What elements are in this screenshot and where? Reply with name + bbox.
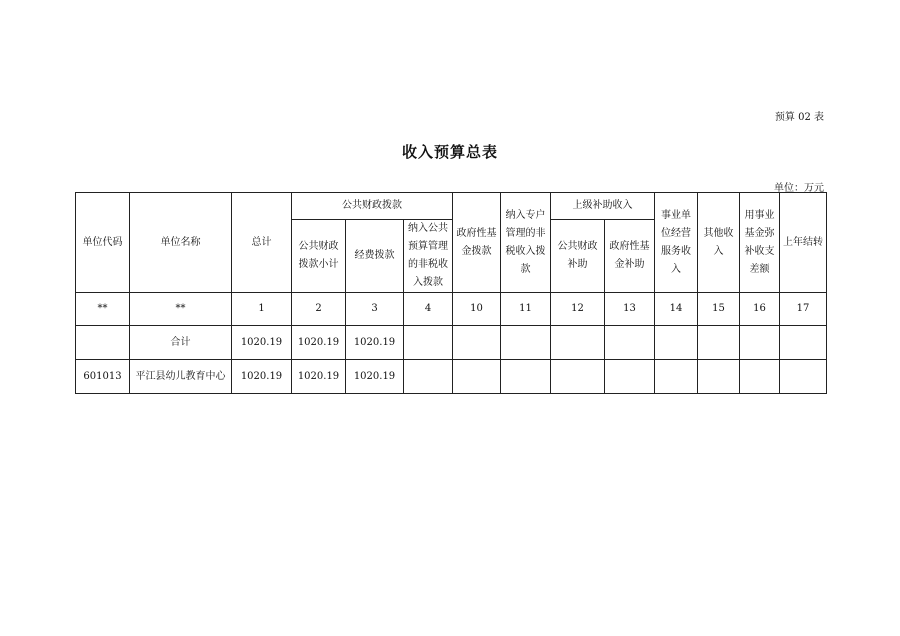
unit-label: 单位：万元 [774, 183, 824, 194]
empty-cell [453, 326, 501, 360]
code-cell: 16 [740, 293, 780, 326]
income-budget-table [75, 192, 827, 394]
empty-cell [605, 326, 655, 360]
row-pf-subtotal: 1020.19 [292, 326, 346, 360]
header-superior-subsidy: 上级补助收入 [551, 193, 655, 220]
empty-cell [501, 360, 551, 394]
header-other-income: 其他收入 [698, 193, 740, 293]
form-number: 预算 02 表 [774, 112, 824, 123]
code-cell: 13 [605, 293, 655, 326]
row-unit-name: 平江县幼儿教育中心 [130, 360, 232, 394]
table-row [76, 360, 827, 394]
code-cell: 17 [780, 293, 827, 326]
empty-cell [780, 360, 827, 394]
header-fund-balance: 用事业基金弥补收支差额 [740, 193, 780, 293]
empty-cell [501, 326, 551, 360]
empty-cell [740, 360, 780, 394]
empty-cell [780, 326, 827, 360]
empty-cell [551, 326, 605, 360]
empty-cell [740, 326, 780, 360]
row-total: 1020.19 [232, 360, 292, 394]
code-cell: 12 [551, 293, 605, 326]
code-cell: ** [76, 293, 130, 326]
empty-cell [698, 326, 740, 360]
empty-cell [655, 360, 698, 394]
header-unit-name: 单位名称 [130, 193, 232, 293]
code-cell: 10 [453, 293, 501, 326]
header-special-nontax: 纳入专户管理的非税收入拨款 [501, 193, 551, 293]
header-gov-fund-subsidy: 政府性基金补助 [605, 220, 655, 293]
code-cell: ** [130, 293, 232, 326]
empty-cell [605, 360, 655, 394]
row-unit-code: 601013 [76, 360, 130, 394]
header-public-finance-subsidy: 公共财政补助 [551, 220, 605, 293]
empty-cell [404, 360, 453, 394]
header-nontax-budget: 纳入公共预算管理的非税收入拨款 [404, 220, 453, 293]
header-operating-funds: 经费拨款 [346, 220, 404, 293]
code-cell: 3 [346, 293, 404, 326]
page-title: 收入预算总表 [401, 143, 498, 161]
empty-cell [404, 326, 453, 360]
header-public-finance: 公共财政拨款 [292, 193, 453, 220]
row-operating: 1020.19 [346, 360, 404, 394]
header-gov-fund: 政府性基金拨款 [453, 193, 501, 293]
empty-cell [698, 360, 740, 394]
empty-cell [551, 360, 605, 394]
header-unit-code: 单位代码 [76, 193, 130, 293]
row-operating: 1020.19 [346, 326, 404, 360]
empty-cell [655, 326, 698, 360]
header-carryover: 上年结转 [780, 193, 827, 293]
code-cell: 14 [655, 293, 698, 326]
header-pf-subtotal: 公共财政拨款小计 [292, 220, 346, 293]
header-business-income: 事业单位经营服务收入 [655, 193, 698, 293]
table-row [76, 326, 827, 360]
header-total: 总计 [232, 193, 292, 293]
row-unit-code [76, 326, 130, 360]
code-cell: 2 [292, 293, 346, 326]
code-cell: 11 [501, 293, 551, 326]
code-cell: 15 [698, 293, 740, 326]
code-cell: 4 [404, 293, 453, 326]
row-total: 1020.19 [232, 326, 292, 360]
row-unit-name: 合计 [130, 326, 232, 360]
code-cell: 1 [232, 293, 292, 326]
empty-cell [453, 360, 501, 394]
row-pf-subtotal: 1020.19 [292, 360, 346, 394]
